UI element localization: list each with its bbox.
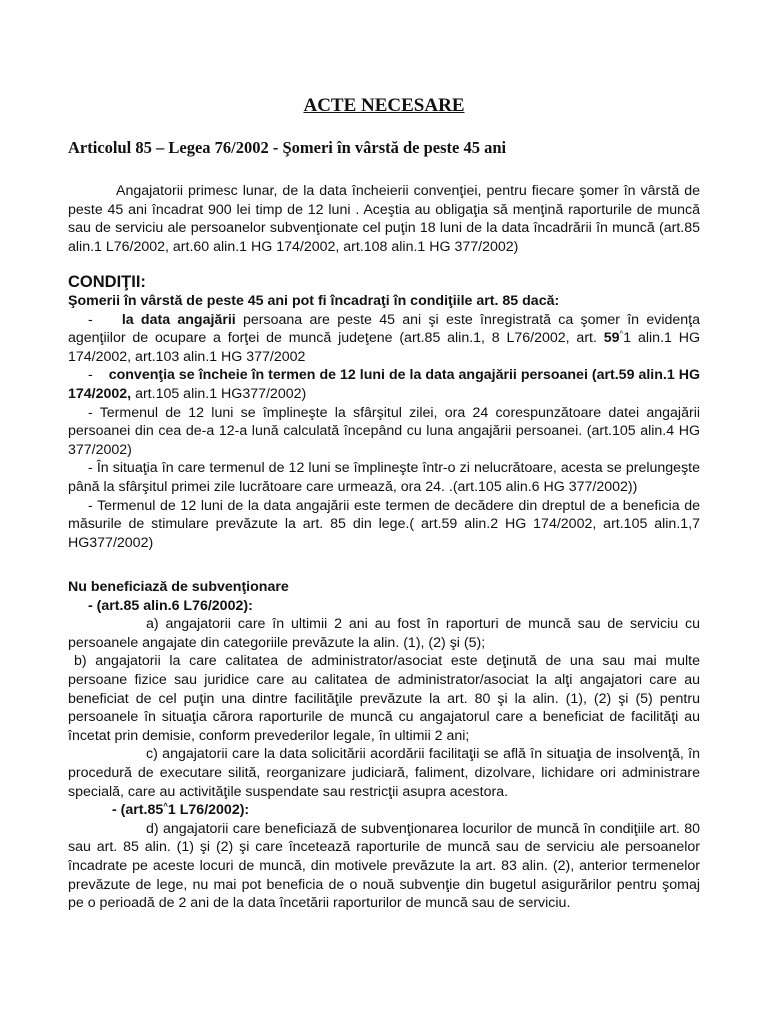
conditions-lead: Şomerii în vârstă de peste 45 ani pot fi încadraţi în condiţiile art. 85 dacă: (68, 293, 560, 309)
exclusions-section-2 (68, 801, 700, 820)
superscript-caret: ^ (163, 801, 168, 811)
superscript-caret: ^ (619, 329, 624, 339)
exclusion-c: c) angajatorii care la data solicitării acordării facilitaţii se află în situaţia de insolvenţă, în procedură de executare silită, reorganizare judiciară, faliment, dizolvare, lichidare ori administrare specială, care au activităţile suspendate sau restricţii asupra acestora. (68, 746, 700, 800)
exclusions-section-2-post: 1 L76/2002): (167, 802, 250, 819)
condition-dash: - (88, 311, 93, 328)
condition-item-5: - Termenul de 12 luni de la data angajării este termen de decădere din dreptul de a beneficia de măsurile de stimulare prevăzute la art. 85 din lege.( art.59 alin.2 HG 174/2002, art.105 alin.1,7 HG377/2002) (68, 497, 700, 551)
exclusions-heading: Nu beneficiază de subvenţionare (68, 579, 289, 595)
condition-item-1-tail: 1 alin.1 HG 174/2002, art.103 alin.1 HG 377/2002 (68, 330, 700, 365)
condition-dash: - (88, 367, 93, 384)
condition-item-1 (68, 311, 700, 367)
exclusion-a: a) angajatorii care în ultimii 2 ani au fost în raporturi de muncă sau de serviciu cu persoanele angajate din categoriile prevăzute la alin. (1), (2) şi (5); (68, 616, 700, 651)
document-title: ACTE NECESARE (303, 95, 465, 116)
exclusions-block (68, 578, 700, 913)
exclusion-b: b) angajatorii la care calitatea de administrator/asociat este deţinută de una sau mai multe persoane fizice sau juridice care au calitatea de administrator/asociat la alţi angajatori care au beneficiat de cel puţin una dintre facilităţile prevăzute la art. 80 şi la alin. (1), (2) şi (5) pentru persoanele în situaţia cărora raporturile de muncă cu angajatorul care a beneficiat de facilităţi au încetat prin demisie, conform prevederilor legale, în ultimii 2 ani; (68, 653, 700, 744)
intro-text: Angajatorii primesc lunar, de la data încheierii convenţiei, pentru fiecare şomer în vârstă de peste 45 ani încadrat 900 lei timp de 12 luni . Aceştia au obligaţia să menţină raporturile de muncă sau de serviciu ale persoanelor subvenţionate cel puţin 18 luni de la data încadrării în muncă (art.85 alin.1 L76/2002, art.60 alin.1 HG 174/2002, art.108 alin.1 HG 377/2002) (68, 183, 700, 255)
exclusions-section-2-pre: - (art.85 (112, 802, 164, 819)
condition-item-1-article: 59 (603, 330, 620, 347)
exclusion-d: d) angajatorii care beneficiază de subvenţionarea locurilor de muncă în condiţiile art. 80 sau art. 85 alin. (1) şi (2) şi care încetează raporturile de muncă sau de serviciu ale persoanelor încadrate pe aceste locuri de muncă, din motivele prevăzute la art. 83 alin. (2), anterior termenelor prevăzute de lege, nu mai pot beneficia de o nouă subvenţie din bugetul asigurărilor pentru şomaj pe o perioadă de 2 ani de la data încetării raporturilor de muncă sau de serviciu. (68, 820, 700, 912)
condition-item-2-bold: convenţia se încheie în termen de 12 luni de la data angajării persoanei (art.59 alin.1 HG 174/2002, (68, 367, 700, 402)
intro-paragraph (68, 182, 700, 256)
condition-item-2 (68, 366, 700, 403)
condition-item-3: - Termenul de 12 luni se împlineşte la sfârşitul zilei, ora 24 corespunzătoare datei angajării persoanei din cea de-a 12-a lună calculată începând cu luna angajării persoanei. (art.105 alin.4 HG 377/2002) (68, 404, 700, 458)
condition-item-2-text: art.105 alin.1 HG377/2002) (131, 385, 307, 402)
condition-item-1-bold: la data angajării (121, 311, 236, 328)
document-subtitle: Articolul 85 – Legea 76/2002 - Şomeri în vârstă de peste 45 ani (68, 138, 507, 157)
condition-item-4: - În situaţia în care termenul de 12 luni se împlineşte într-o zi nelucrătoare, acesta se prelungeşte până la sfârşitul primei zile lucrătoare care urmează, ora 24. .(art.105 alin.6 HG 377/2002)) (68, 460, 700, 495)
conditions-heading: CONDIŢII: (68, 273, 146, 291)
condition-item-1-text: persoana are peste 45 ani şi este înregistrată ca şomer în evidenţa agenţiilor de ocupare a forţei de muncă judeţene (art.85 alin.1, 8 L76/2002, art. (68, 311, 700, 347)
exclusions-section-1: - (art.85 alin.6 L76/2002): (88, 597, 253, 614)
conditions-block (68, 292, 700, 552)
